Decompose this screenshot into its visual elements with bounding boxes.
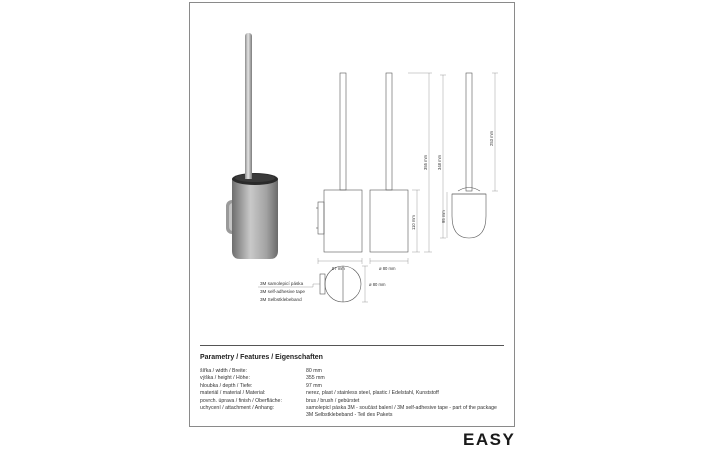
dim-head-height: 95 mm bbox=[441, 210, 446, 223]
param-value: 97 mm bbox=[306, 382, 322, 389]
param-value: samolepicí páska 3M - součást balení / 3M self-adhesive tape - part of the package bbox=[306, 405, 497, 412]
param-label: hloubka / depth / Tiefe: bbox=[200, 382, 253, 389]
spec-sheet bbox=[189, 2, 515, 427]
param-row bbox=[200, 383, 510, 390]
dim-total-height: 355 mm bbox=[423, 154, 428, 170]
param-value: 355 mm bbox=[306, 375, 325, 382]
param-row bbox=[200, 398, 510, 405]
param-row bbox=[200, 368, 510, 375]
brush-rod bbox=[466, 73, 472, 191]
param-label: šířka / width / Breite: bbox=[200, 368, 247, 374]
dim-width-front: 97 mm bbox=[332, 266, 345, 271]
dim-brush-length: 253 mm bbox=[489, 130, 494, 146]
technical-drawing bbox=[240, 58, 530, 318]
callout-tape-de: 3M Selbstklebeband bbox=[260, 297, 302, 302]
dim-holder-height: 110 mm bbox=[411, 215, 416, 230]
section-divider bbox=[200, 345, 504, 346]
param-label: materiál / material / Material: bbox=[200, 390, 266, 397]
brand-logo: EASY bbox=[463, 430, 516, 449]
param-label: výška / height / Höhe: bbox=[200, 375, 250, 382]
front-view-rod bbox=[386, 73, 392, 190]
param-label bbox=[200, 412, 306, 419]
param-row bbox=[200, 375, 510, 382]
callout-tape-cs: 3M samolepicí páska bbox=[260, 281, 304, 286]
dim-diameter-side: ø 80 mm bbox=[379, 266, 396, 271]
param-label: uchycení / attachment / Anhang: bbox=[200, 405, 275, 412]
param-row bbox=[200, 405, 510, 412]
parameters-table bbox=[200, 368, 510, 420]
brush-head bbox=[452, 194, 486, 238]
dim-height-348: 348 mm bbox=[437, 154, 442, 170]
param-value: nerez, plast / stainless steel, plastic / Edelstahl, Kunststoff bbox=[306, 390, 439, 397]
callout-tape-en: 3M self-adhesive tape bbox=[260, 289, 305, 294]
param-row bbox=[200, 412, 510, 419]
front-view-cup bbox=[370, 190, 408, 252]
param-value: brus / brush / gebürstet bbox=[306, 397, 360, 404]
section-title: Parametry / Features / Eigenschaften bbox=[200, 354, 323, 361]
param-row bbox=[200, 390, 510, 397]
param-value: 80 mm bbox=[306, 368, 322, 374]
param-label: povrch. úprava / finish / Oberfläche: bbox=[200, 397, 282, 404]
side-view-rod bbox=[340, 73, 346, 190]
side-view-cup bbox=[324, 190, 362, 252]
param-value: 3M Selbstklebeband - Teil des Pakets bbox=[306, 412, 393, 419]
dim-diameter-top: ø 80 mm bbox=[369, 282, 386, 287]
